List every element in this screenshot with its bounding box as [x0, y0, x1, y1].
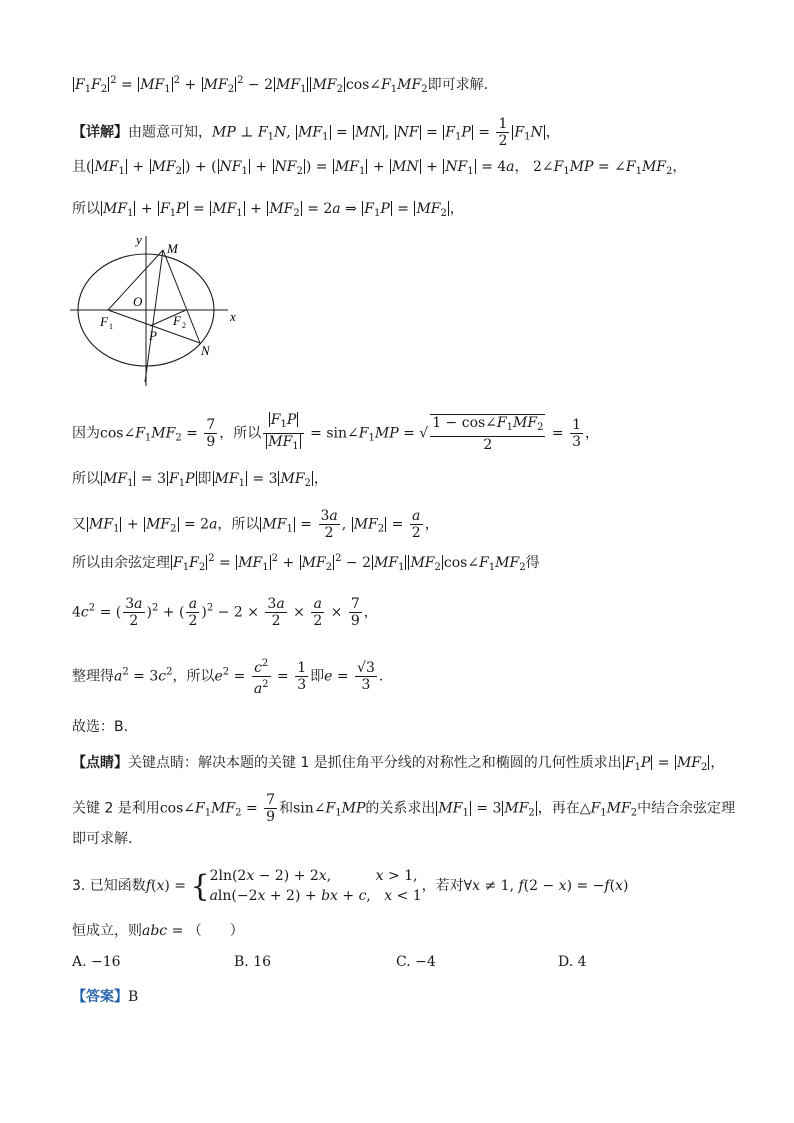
key-point-line-2: 关键 2 是利用$\cos\angle F_1MF_2$ = $\frac{7}{9}$ 和$\sin\angle F_1MP$的关系求出 $MF_1 = 3$ $MF_2$ ，再在$\triangle F_1MF_2$中结合余弦定理	[72, 792, 736, 825]
option-b: B. 16	[234, 954, 272, 970]
detail-tag: 【详解】	[72, 124, 128, 141]
label-x: x	[230, 309, 236, 324]
key-point-tag: 【点睛】	[72, 755, 128, 771]
ellipse-diagram	[70, 228, 250, 388]
formula-line-8: 所以由余弦定理 $F_1F_2^2 = MF_1^2 + MF_2^2 - 2$ $MF_1$ $MF_2$ $\cos\angle F_1MF_2$得	[72, 553, 540, 573]
formula-line-7: 又 $MF_1 + MF_2 = 2a$，所以 $MF_1$ = $\frac{3a}{2}$ , $MF_2$ = $\frac{a}{2}$ ，	[72, 508, 439, 541]
question-3: 3. 已知函数f(x) = { 2ln(2x − 2) + 2x, x > 1, aln(−2x + 2) + bx + c, x < 1 ，若对∀x ≠ 1, f(2 − x) = −f(x)	[72, 868, 629, 904]
answer-line	[72, 986, 138, 1006]
option-d: D. 4	[558, 954, 587, 970]
label-F1	[99, 314, 113, 331]
label-O: O	[133, 294, 143, 309]
key-point-line: 【点睛】关键点睛：解决本题的关键 1 是抓住角平分线的对称性之和椭圆的几何性质求出 $F_1P = MF_2$ ，	[72, 755, 725, 773]
detail-line: 【详解】由题意可知，MP ⊥ $F_1N$, $MF_1$ = MN , NF = $F_1P$ = $\frac{1}{2}$ $F_1N$ ，	[72, 116, 560, 149]
formula-line-10: 整理得$a^2 = 3c^2$，所以$e^2$ = $\frac{c^2}{a^2}$ = $\frac{1}{3}$ 即e = $\frac{√3}{3}$ .	[72, 658, 384, 697]
label-M: M	[167, 241, 178, 256]
question-3-line-2: 恒成立，则abc = （ ）	[72, 923, 244, 939]
svg-text:1: 1	[109, 322, 113, 331]
option-c: C. −4	[396, 954, 436, 970]
answer-value: B	[128, 989, 139, 1005]
key-point-line-3: 即可求解.	[72, 831, 133, 847]
label-P: P	[149, 328, 157, 343]
formula-line-6: 所以 $MF_1 = 3$ $F_1P$ 即 $MF_1 = 3$ $MF_2$ ，	[72, 471, 328, 489]
line1-text: 即可求解.	[427, 77, 489, 93]
formula-line-9: $4c^2$ = ( $\frac{3a}{2}$ )$^2$ + ( $\frac{a}{2}$ )$^2$ − 2 × $\frac{3a}{2}$ × $\frac{a}{2}$ × $\frac{7}{9}$ ，	[72, 596, 378, 629]
svg-text:F: F	[100, 314, 108, 329]
label-y: y	[136, 232, 142, 247]
option-a: A. −16	[72, 954, 121, 970]
line-MP	[145, 250, 163, 382]
formula-line-3: 且( $MF_1 + MF_2$ ) + ( $NF_1 + NF_2$ ) = $MF_1$ + MN + $NF_1 = 4a$， $2\angle F_1MP$ = $\angle F_1MF_2$，	[72, 159, 687, 177]
formula-line-1: $F_1F_2^2 = MF_1^2 + MF_2^2 - 2$ $MF_1$ $MF_2$ $\cos\angle F_1MF_2$即可求解.	[75, 75, 489, 95]
formula-line-5: 因为$\cos\angle F_1MF_2$ = $\frac{7}{9}$ ，所以 $\frac{F_1P}{MF_1}$ = $\sin\angle F_1MP$ = √ $\frac{1 - \cos\angle F_1MF_2}{2}$ = $\frac{1}{3}$ ，	[72, 412, 600, 453]
answer-tag: 【答案】	[72, 989, 128, 1005]
formula-line-4: 所以 $MF_1 + F_1P = MF_1 + MF_2 = 2a$ ⇒ $F_1P = MF_2$ ，	[72, 201, 464, 219]
svg-text:2: 2	[182, 321, 186, 330]
choice-line: 故选：B.	[72, 719, 129, 735]
label-N: N	[201, 343, 210, 358]
svg-text:F: F	[173, 313, 181, 328]
label-F2	[172, 313, 186, 330]
